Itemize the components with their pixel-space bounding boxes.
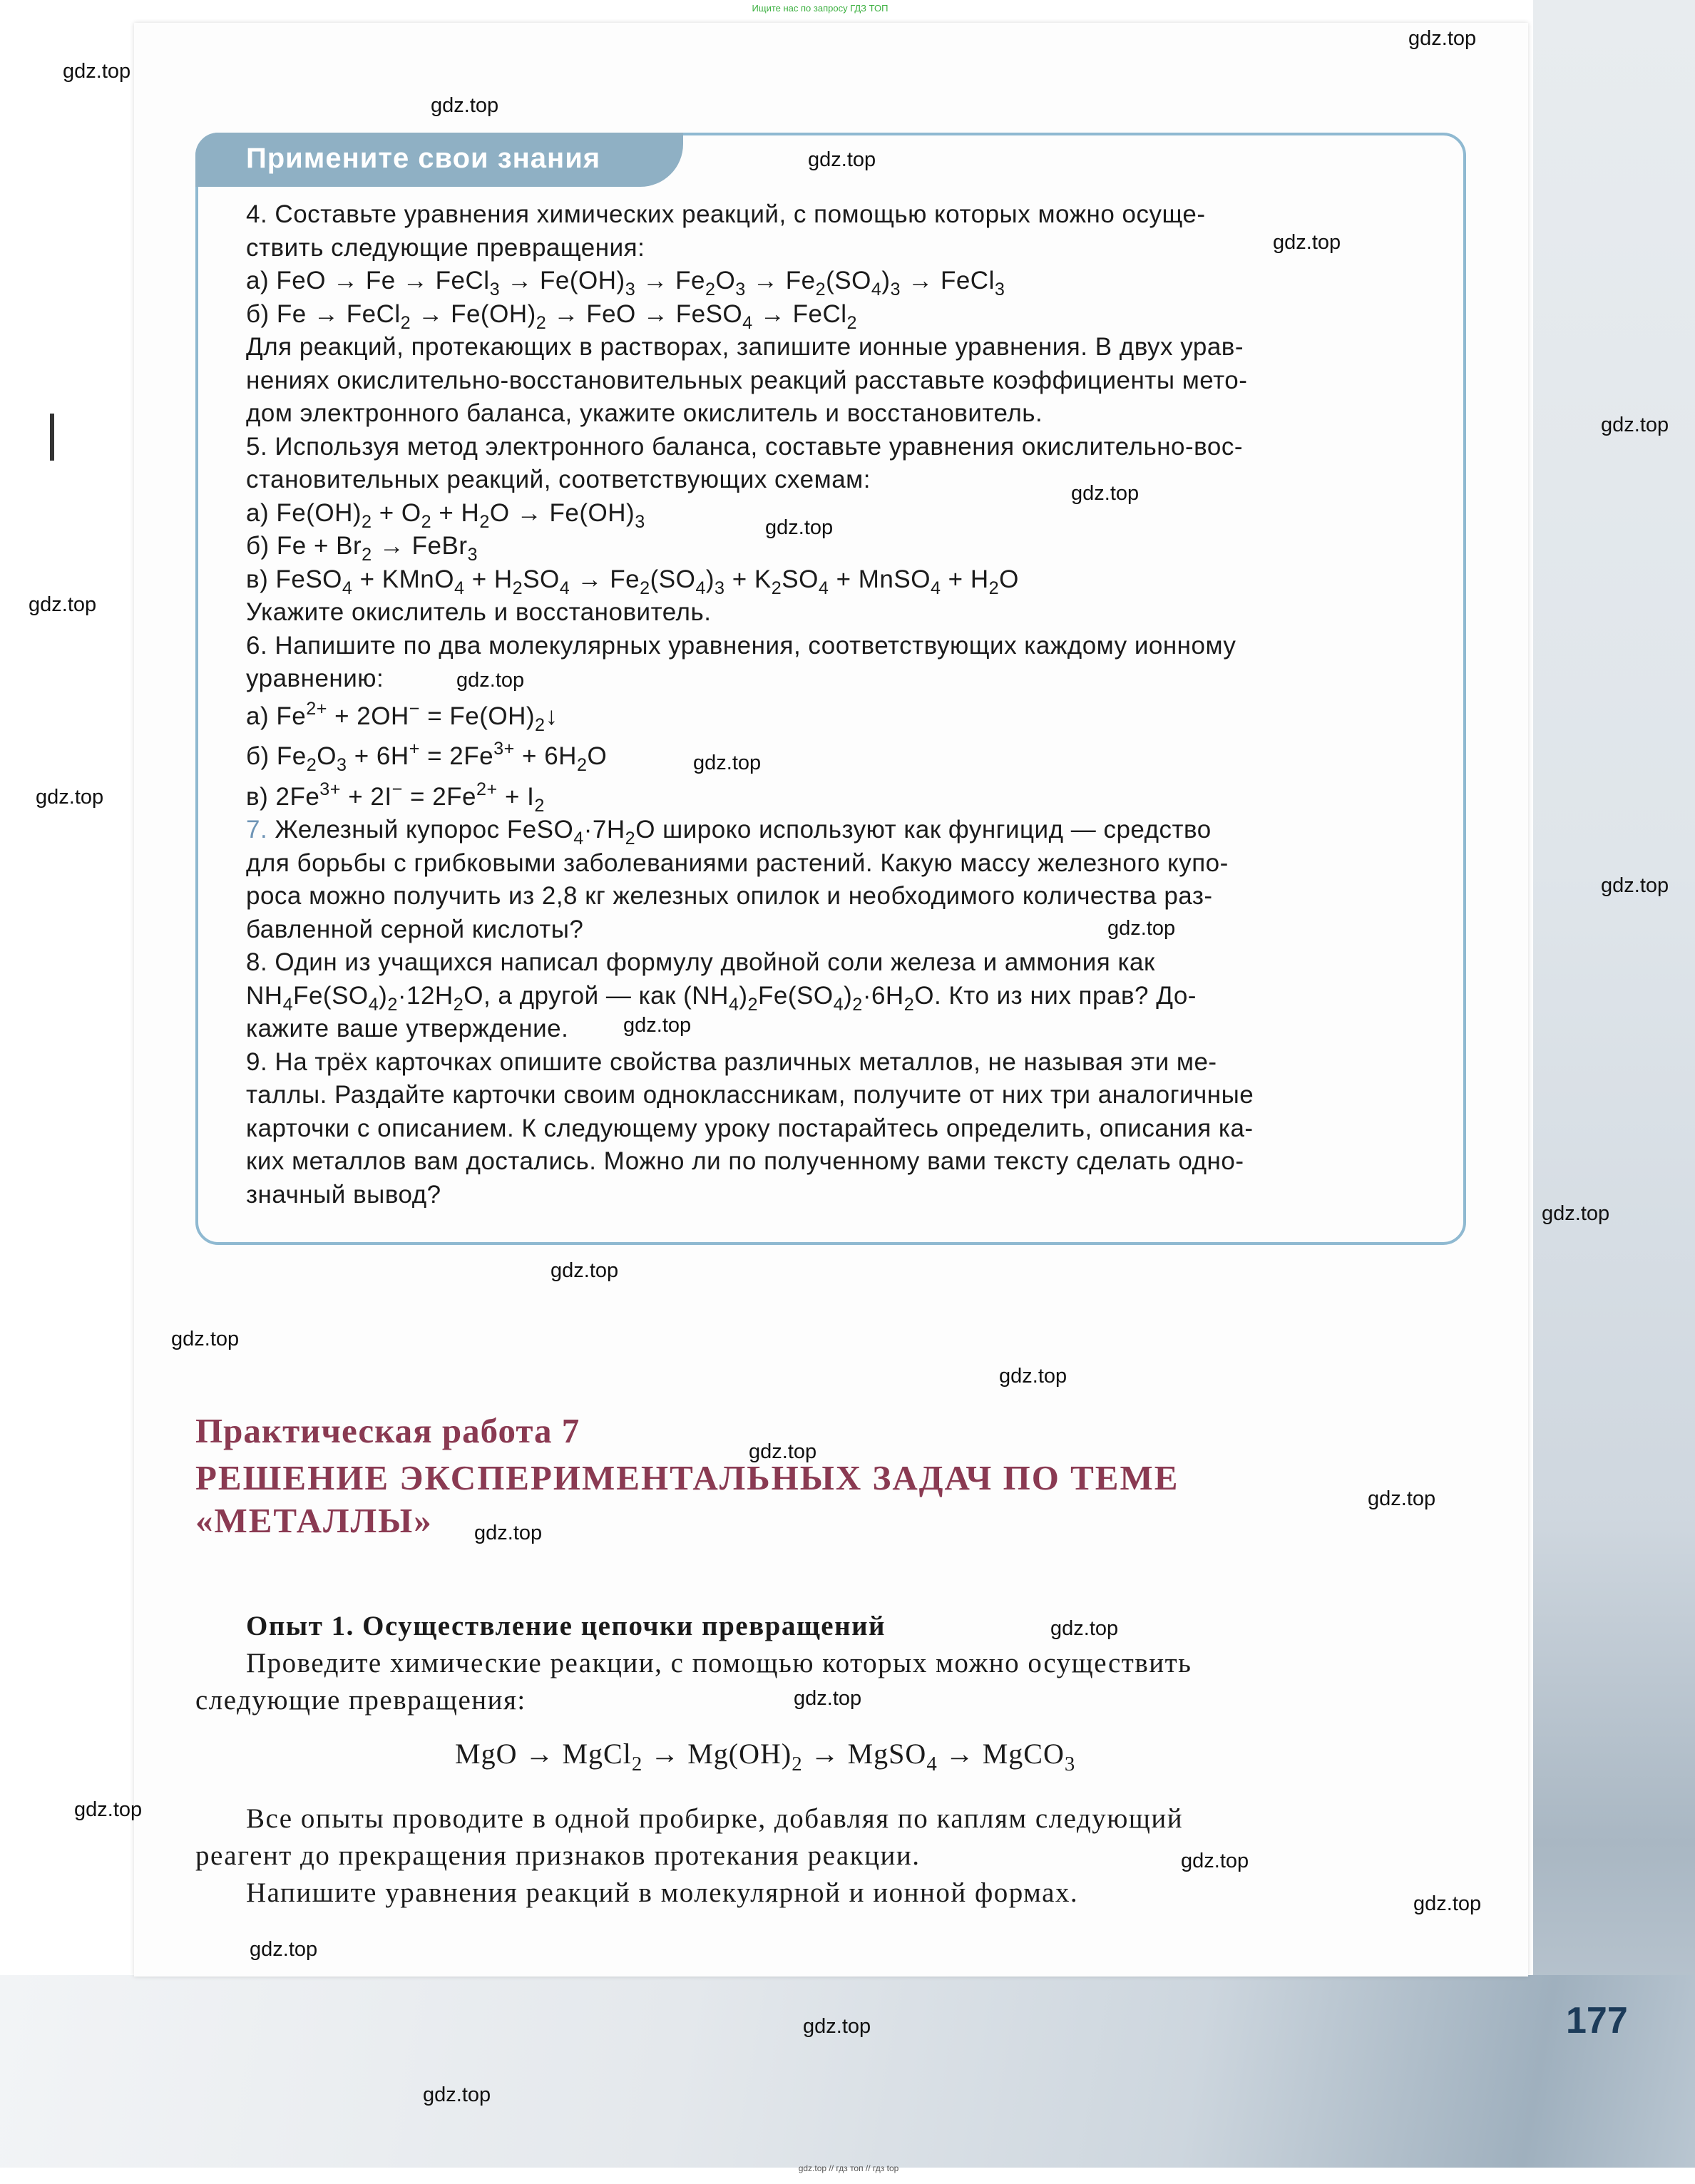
task-9-line-3: карточки с описанием. К следующему уроку постарайтесь определить, описания ка- bbox=[246, 1114, 1254, 1142]
task-7-line-3: роса можно получить из 2,8 кг железных опилок и необходимого количества раз- bbox=[246, 882, 1213, 910]
watermark: gdz.top bbox=[1408, 27, 1477, 50]
watermark: gdz.top bbox=[1368, 1487, 1436, 1510]
item-prefix: б) bbox=[246, 299, 270, 328]
watermark: gdz.top bbox=[623, 1014, 692, 1037]
practical-work-label: Практическая работа 7 bbox=[195, 1411, 580, 1450]
scan-background-bottom bbox=[0, 1975, 1695, 2168]
task-4-line-2: ствить следующие превращения: bbox=[246, 233, 645, 262]
experiment-title: Опыт 1. Осуществление цепочки превращений bbox=[246, 1611, 886, 1641]
bottom-banner[interactable]: gdz.top // гдз топ // гдз top bbox=[798, 2163, 899, 2173]
task-7-line-4: бавленной серной кислоты? bbox=[246, 915, 584, 943]
task-5-note: Укажите окислитель и восстановитель. bbox=[246, 598, 712, 626]
watermark: gdz.top bbox=[765, 516, 834, 539]
item-prefix: а) bbox=[246, 498, 270, 527]
task-6-line-1: 6. Напишите по два молекулярных уравнения, соответствующих каждому ионному bbox=[246, 631, 1236, 660]
watermark: gdz.top bbox=[1273, 231, 1341, 254]
experiment-para-2-line-2: реагент до прекращения признаков протекания реакции. bbox=[195, 1840, 921, 1871]
watermark: gdz.top bbox=[1601, 874, 1669, 897]
task-6-eq-b: б) $Fe_2O_3 + 6H^+ = 2Fe^{3+} + 6H_2O$ bbox=[246, 739, 608, 775]
experiment-para-1-line-2: следующие превращения: bbox=[195, 1685, 526, 1716]
task-7-line-1: 7. Железный купорос $FeSO_4\cdot 7H_2O$ широко используют как фунгицид — средство bbox=[246, 816, 1212, 849]
task-6-line-2: уравнению: bbox=[246, 665, 384, 692]
watermark: gdz.top bbox=[431, 94, 499, 117]
watermark: gdz.top bbox=[1542, 1202, 1610, 1225]
task-4-chain-a: а) FeO → Fe → FeCl$_3$ → $Fe(OH)_3 \to Fe_2O_3 \to Fe_2(SO_4)_3$ → FeCl$_3$ bbox=[246, 267, 1005, 299]
watermark: gdz.top bbox=[693, 752, 762, 774]
watermark: gdz.top bbox=[1050, 1617, 1119, 1640]
task-5-scheme-c: в) FeSO$_4$ + KMnO$_4$ + $H_2SO_4 \to Fe_2(SO_4)_3 + K_2SO_4$ + MnSO$_4$ + $H_2O$ bbox=[246, 565, 1019, 598]
watermark: gdz.top bbox=[803, 2015, 871, 2038]
watermark: gdz.top bbox=[74, 1798, 143, 1821]
watermark: gdz.top bbox=[474, 1522, 543, 1544]
experiment-chain-formula: MgO → MgCl$_2$ → $Mg(OH)_2$ → MgSO$_4$ → MgCO$_3$ bbox=[455, 1738, 1076, 1776]
item-prefix: а) bbox=[246, 267, 270, 294]
watermark: gdz.top bbox=[808, 148, 876, 171]
experiment-para-2-line-1: Все опыты проводите в одной пробирке, добавляя по каплям следующий bbox=[246, 1803, 1184, 1834]
task-4-para-2: нениях окислительно-восстановительных реакций расставьте коэффициенты мето- bbox=[246, 366, 1248, 394]
watermark: gdz.top bbox=[456, 669, 525, 692]
watermark: gdz.top bbox=[36, 786, 104, 809]
item-prefix: в) bbox=[246, 565, 269, 593]
watermark: gdz.top bbox=[63, 60, 131, 83]
task-8-line-3: кажите ваше утверждение. bbox=[246, 1015, 569, 1042]
task-6-eq-c: в) $2Fe^{3+} + 2I^- = 2Fe^{2+} + I_2$ bbox=[246, 779, 545, 816]
watermark: gdz.top bbox=[423, 2083, 491, 2106]
watermark: gdz.top bbox=[794, 1687, 862, 1710]
task-5-scheme-b: б) $Fe + Br_2$ → FeBr$_3$ bbox=[246, 532, 478, 565]
watermark: gdz.top bbox=[551, 1259, 619, 1282]
task-5-scheme-a: а) $Fe(OH)_2 + O_2 + H_2O \to Fe(OH)_3$ bbox=[246, 498, 645, 532]
task-7-line-2: для борьбы с грибковыми заболеваниями растений. Какую массу железного купо- bbox=[246, 849, 1229, 877]
task-4-para-3: дом электронного баланса, укажите окислитель и восстановитель. bbox=[246, 399, 1043, 427]
watermark: gdz.top bbox=[1181, 1850, 1249, 1872]
watermark: gdz.top bbox=[171, 1328, 240, 1350]
item-prefix: а) bbox=[246, 702, 270, 730]
task-4-para-1: Для реакций, протекающих в растворах, запишите ионные уравнения. В двух урав- bbox=[246, 333, 1244, 361]
task-9-line-5: значный вывод? bbox=[246, 1180, 441, 1209]
scan-background-right bbox=[1533, 0, 1695, 2168]
task-8-line-1: 8. Один из учащихся написал формулу двойной соли железа и аммония как bbox=[246, 948, 1155, 976]
experiment-para-3: Напишите уравнения реакций в молекулярной и ионной формах. bbox=[246, 1877, 1079, 1908]
watermark: gdz.top bbox=[749, 1440, 817, 1463]
watermark: gdz.top bbox=[29, 593, 97, 616]
practical-work-title-line-2: «МЕТАЛЛЫ» bbox=[195, 1501, 433, 1540]
task-4-line-1: 4. Составьте уравнения химических реакций, с помощью которых можно осуще- bbox=[246, 200, 1206, 228]
page-number: 177 bbox=[1566, 2000, 1628, 2041]
experiment-para-1-line-1: Проведите химические реакции, с помощью которых можно осуществить bbox=[246, 1648, 1192, 1678]
item-prefix: б) bbox=[246, 532, 270, 560]
top-banner[interactable]: Ищите нас по запросу ГДЗ ТОП bbox=[752, 3, 889, 14]
task-5-line-2: становительных реакций, соответствующих схемам: bbox=[246, 466, 871, 493]
item-prefix: б) bbox=[246, 742, 270, 770]
item-prefix: в) bbox=[246, 782, 269, 811]
watermark: gdz.top bbox=[1107, 917, 1176, 940]
watermark: gdz.top bbox=[1071, 482, 1140, 505]
box-tab-title: Примените свои знания bbox=[246, 143, 601, 174]
watermark: gdz.top bbox=[1413, 1892, 1482, 1915]
watermark: gdz.top bbox=[250, 1938, 318, 1961]
practical-work-heading bbox=[195, 1410, 1465, 1542]
task-9-line-2: таллы. Раздайте карточки своим одноклассникам, получите от них три аналогичные bbox=[246, 1081, 1254, 1109]
practical-work-title-line-1: РЕШЕНИЕ ЭКСПЕРИМЕНТАЛЬНЫХ ЗАДАЧ ПО ТЕМЕ bbox=[195, 1458, 1179, 1497]
task-6-eq-a: а) $Fe^{2+} + 2OH^-$ = $Fe(OH)_2↓$ bbox=[246, 698, 558, 735]
watermark: gdz.top bbox=[999, 1365, 1067, 1388]
task-5-line-1: 5. Используя метод электронного баланса, составьте уравнения окислительно-вос- bbox=[246, 432, 1243, 461]
watermark: gdz.top bbox=[1601, 414, 1669, 436]
task-9-line-4: ких металлов вам достались. Можно ли по полученному вами тексту сделать одно- bbox=[246, 1147, 1244, 1175]
tasks-content bbox=[246, 198, 1415, 1211]
task-4-chain-b: б) Fe → FeCl$_2$ → $Fe(OH)_2$ → FeO → FeSO$_4$ → FeCl$_2$ bbox=[246, 299, 858, 333]
task-8-line-2: $NH_4Fe(SO_4)_2\cdot 12H_2O$, а другой — как $(NH_4)_2Fe(SO_4)_2\cdot 6H_2O$. Кто из них прав? До- bbox=[246, 981, 1197, 1015]
task-7-number: 7. bbox=[246, 816, 268, 844]
task-9-line-1: 9. На трёх карточках опишите свойства различных металлов, не называя эти ме- bbox=[246, 1047, 1217, 1076]
scan-margin-mark bbox=[50, 414, 54, 461]
